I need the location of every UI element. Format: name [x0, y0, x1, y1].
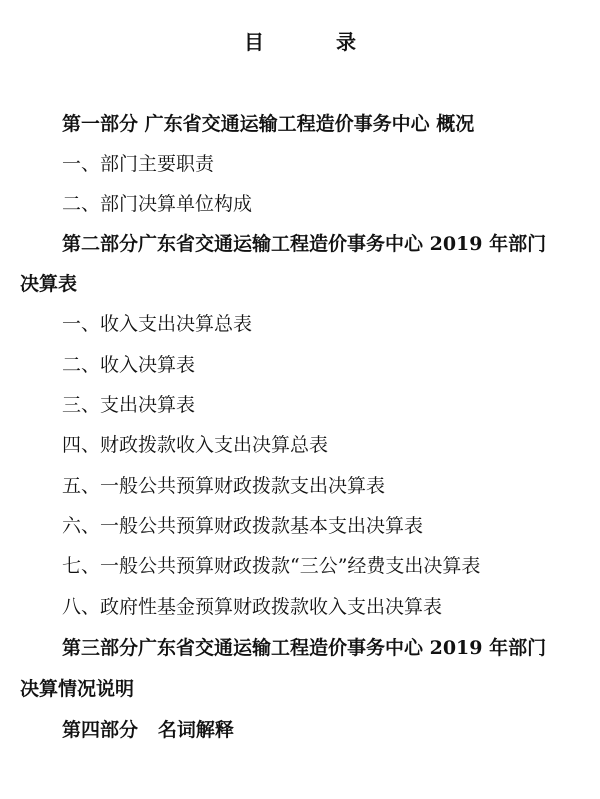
- toc-part2-heading-line1[interactable]: 第二部分广东省交通运输工程造价事务中心 2019 年部门: [62, 233, 547, 255]
- toc-part4-heading[interactable]: 第四部分 名词解释: [62, 719, 234, 741]
- toc-part2-item-3[interactable]: 三、支出决算表: [62, 394, 196, 416]
- page-title: [0, 26, 600, 55]
- toc-part1-item-2[interactable]: 二、部门决算单位构成: [62, 193, 253, 215]
- toc-part2-item-1[interactable]: 一、收入支出决算总表: [62, 313, 253, 335]
- toc-part2-item-7[interactable]: 七、一般公共预算财政拨款“三公”经费支出决算表: [62, 555, 481, 577]
- title-char-right: 录: [336, 30, 356, 54]
- toc-part3-heading-line1[interactable]: 第三部分广东省交通运输工程造价事务中心 2019 年部门: [62, 637, 547, 659]
- toc-part2-item-2[interactable]: 二、收入决算表: [62, 354, 196, 376]
- toc-part2-item-5[interactable]: 五、一般公共预算财政拨款支出决算表: [62, 475, 386, 497]
- toc-part3-heading-line2[interactable]: 决算情况说明: [20, 678, 135, 700]
- toc-part2-heading-line2[interactable]: 决算表: [20, 273, 78, 295]
- title-char-left: 目: [244, 30, 264, 54]
- toc-part2-item-6[interactable]: 六、一般公共预算财政拨款基本支出决算表: [62, 515, 424, 537]
- toc-part2-item-4[interactable]: 四、财政拨款收入支出决算总表: [62, 434, 329, 456]
- toc-part1-heading[interactable]: 第一部分 广东省交通运输工程造价事务中心 概况: [62, 113, 475, 135]
- toc-part1-item-1[interactable]: 一、部门主要职责: [62, 153, 215, 175]
- toc-part2-item-8[interactable]: 八、政府性基金预算财政拨款收入支出决算表: [62, 596, 443, 618]
